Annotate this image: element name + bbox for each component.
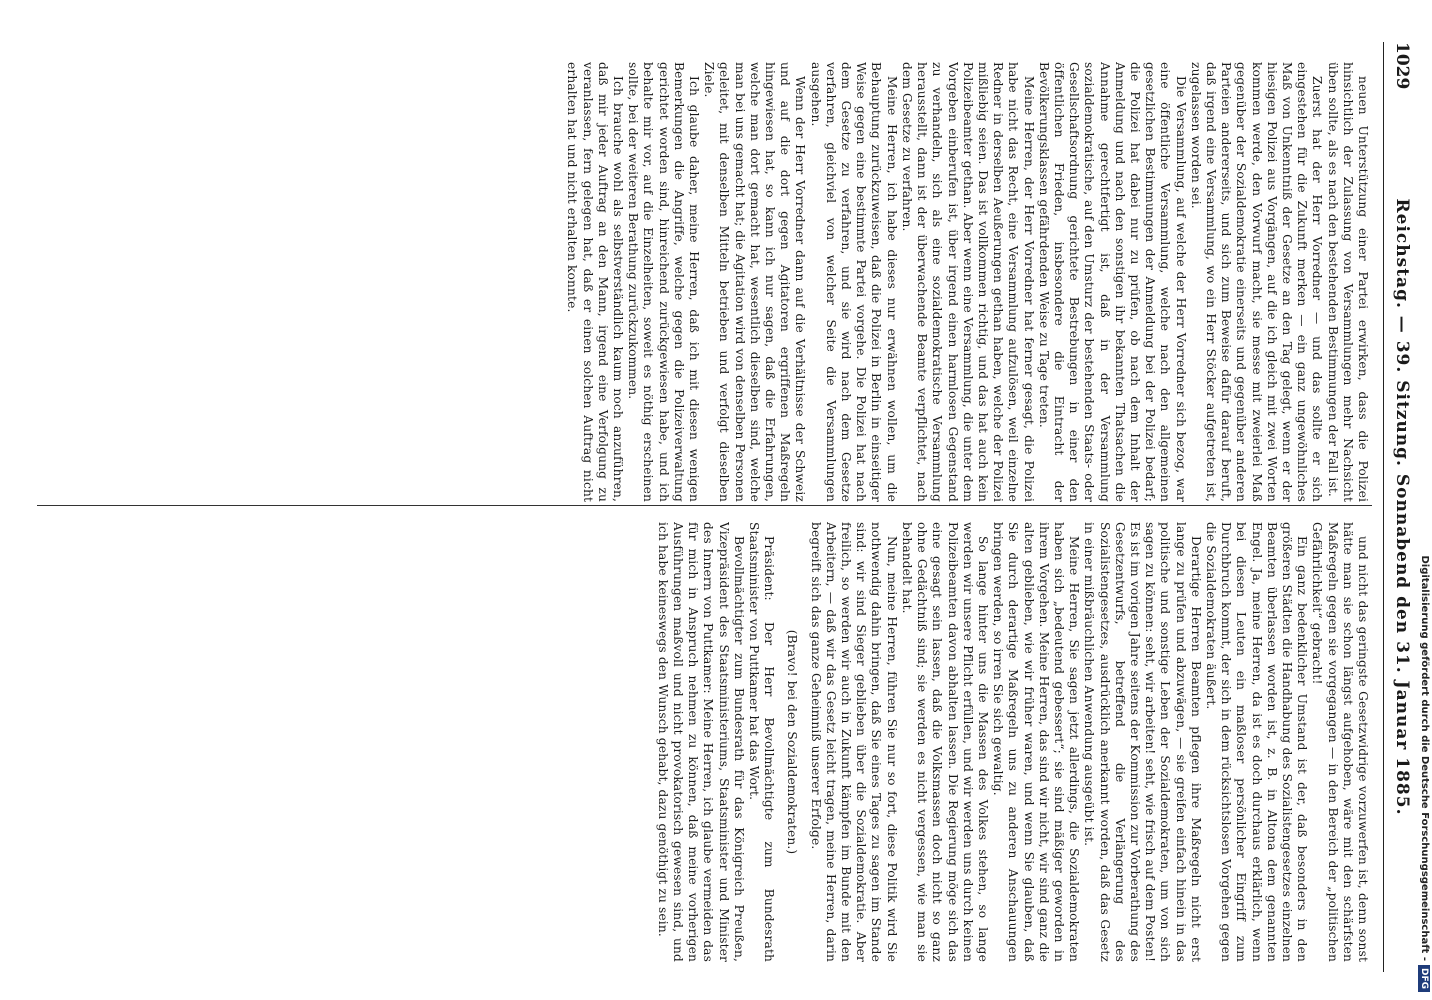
- header-title: Reichstag. — 39. Sitzung. Sonnabend den 31. Januar 1885.: [1392, 198, 1412, 816]
- president-remark: Präsident: Der Herr Bevollmächtigte zum Bundesrath Staatsminister von Puttkamer hat das Wort.: [747, 522, 777, 962]
- paragraph: So lange hinter uns die Massen des Volkes stehen, so lange werden wir unsere Pflicht erfüllen, und wir werden uns durch keinen Polizeibeamten davon abhalten lassen. Die Regierung möge sich das eine gesagt sein lassen, daß die Volksmassen doch nicht so ganz ohne Gedächtniß sind; sie werden es nicht vergessen, wie man sie behandelt hat.: [899, 522, 990, 962]
- paragraph: Derartige Herren Beamten pflegen ihre Maßregeln nicht erst lange zu prüfen und abzuwägen, — sie greifen einfach hinein in das politische und sonstige Leben der Sozialdemokraten, um von sich sagen zu können: seht, wir arbeiten! seht, wie frisch auf dem Posten! Es ist im vorigen Jahre seitens der Kommission zur Vorberathung des Gesetzentwurfs, betreffend die Verlängerung des Sozialistengesetzes, ausdrücklich anerkannt worden, daß das Gesetz in einer mißbräuchlichen Anwendung ausgeübt ist.: [1082, 522, 1203, 962]
- digitization-footer: [1416, 0, 1432, 1000]
- dfg-logo: DFG: [1418, 965, 1430, 992]
- paragraph: Meine Herren, der Herr Vorredner hat ferner gesagt, die Polizei habe nicht das Recht, eine Versammlung aufzulösen, weil einzelne Redner in derselben Aeußerungen gethan haben, welche der Polizei mißliebig seien. Das ist vollkommen richtig, und das hat auch kein Polizeibeamter gethan. Aber wenn eine Versammlung, die unter dem Vorgeben einberufen ist, über irgend einen harmlosen Gegenstand zu verhandeln, sich als eine sozialdemokratische Versammlung herausstellt, dann ist der überwachende Beamte verpflichtet, nach dem Gesetze zu verfahren.: [899, 62, 1036, 502]
- page-number: 1029: [1392, 42, 1412, 90]
- right-text-column: [40, 522, 1370, 962]
- left-text-column: [40, 62, 1370, 502]
- paragraph: neuen Unterstützung einer Partei erwirken, dass die Polizei hinsichtlich der Zulassung von Versammlungen mehr Nachsicht üben sollte, als es nach den bestehenden Bestimmungen der Fall ist.: [1325, 62, 1370, 502]
- footer-text-wrapper: [1416, 0, 1432, 1000]
- paragraph: Meine Herren, ich habe dieses nur erwähnen wollen, um die Behauptung zurückzuweisen, daß die Polizei in Berlin in einseitiger Weise gegen eine bestimmte Partei vorgehe. Die Polizei hat nach dem Gesetze zu verfahren, und sie wird nach dem Gesetze verfahren, gleichviel von welcher Seite die Versammlungen ausgehen.: [808, 62, 899, 502]
- paragraph: Ich brauche wohl als selbstverständlich kaum noch anzuführen, daß mir jeder Auftrag an den Mann, irgend eine Verfolgung zu veranlassen, fern gelegen hat, daß er einen solchen Auftrag nicht erhalten hat und nicht erhalten konnte.: [565, 62, 626, 502]
- footer-credit: Digitalisierung gefördert durch die Deutsche Forschungsgemeinschaft -: [1419, 555, 1430, 961]
- page-header: [1383, 42, 1414, 972]
- paragraph: Ich glaube daher, meine Herren, daß ich mit diesen wenigen Bemerkungen die Angriffe, welche gegen die Polizeiverwaltung gerichtet worden sind, hinreichend zurückgewiesen habe, und ich behalte mir vor, auf die Einzelheiten, soweit es nöthig erscheinen sollte, bei der weiteren Berathung zurückzukommen.: [626, 62, 702, 502]
- paragraph: Die Versammlung, auf welche der Herr Vorredner sich bezog, war eine öffentliche Versammlung, welche nach den allgemeinen gesetzlichen Bestimmungen der Anmeldung bei der Polizei bedarf; die Polizei hat dabei nur zu prüfen, ob nach dem Inhalt der Anmeldung und nach den sonstigen ihr bekannten Thatsachen die Annahme gerechtfertigt ist, daß in der Versammlung sozialdemokratische, auf den Umsturz der bestehenden Staats- oder Gesellschaftsordnung gerichtete Bestrebungen in einer den öffentlichen Frieden, insbesondere die Eintracht der Bevölkerungsklassen gefährdenden Weise zu Tage treten.: [1036, 62, 1188, 502]
- paragraph: Ein ganz bedenklicher Umstand ist der, daß besonders in den größeren Städten die Handhabung des Sozialistengesetzes einzelnen Beamten überlassen worden ist, z. B. in Altona dem genannten Engel. Ja, meine Herren, da ist es doch durchaus erklärlich, wenn bei diesen Leuten ein maßloser persönlicher Eingriff zum Durchbruch kommt, der sich in dem rücksichtslosen Vorgehen gegen die Sozialdemokraten äußert.: [1203, 522, 1310, 962]
- applause-note: (Bravo! bei den Sozialdemokraten.): [785, 629, 800, 855]
- paragraph: Nun, meine Herren, führen Sie nur so fort, diese Politik wird Sie nothwendig dahin bringen, daß Sie eines Tages zu sagen im Stande sind: wir sind Sieger geblieben über die Sozialdemokratie. Aber freilich, so werden wir auch in Zukunft kämpfen im Bunde mit den Arbeitern, — daß wir das Gesetz leicht tragen, meine Herren, darin begreift sich das ganze Geheimniß unserer Erfolge.: [808, 522, 899, 962]
- paragraph: Bevollmächtigter zum Bundesrath für das Königreich Preußen, Vizepräsident des Staatsministeriums, Staatsminister und Minister des Innern von Puttkamer: Meine Herren, ich glaube vermeiden das für mich in Anspruch nehmen zu können, daß meine vorherigen Ausführungen maßvoll und nicht provokatorisch gewesen sind, und ich habe keineswegs den Wunsch gehabt, dazu genöthigt zu sein.: [655, 522, 746, 962]
- paragraph: Meine Herren, Sie sagen jetzt allerdings, die Sozialdemokraten haben sich „bedeutend gebessert“; sie sind mäßiger geworden in ihrem Vorgehen. Meine Herren, das sind wir nicht, wir sind ganz die alten geblieben, wie wir früher waren, und wenn Sie glauben, daß Sie durch derartige Maßregeln uns zu anderen Anschauungen bringen werden, so irren Sie sich gewaltig.: [991, 522, 1082, 962]
- paragraph: Zuerst hat der Herr Vorredner — und das sollte er sich eingestehen für die Zukunft merken — ein ganz ungewöhnliches Maß von Unkenntniß der Gesetze an den Tag gelegt, wenn er der hiesigen Polizei aus Vorgängen, auf die ich gleich mit zwei Worten kommen werde, den Vorwurf macht, sie messe mit zweierlei Maß gegenüber der Sozialdemokratie einerseits und gegenüber anderen Parteien andererseits, und sich zum Beweise dafür darauf beruft, daß irgend eine Versammlung, wo ein Herr Stöcker aufgetreten ist, zugelassen worden sei.: [1188, 62, 1325, 502]
- paragraph: und nicht das geringste Gesetzwidrige vorzuwerfen ist, denn sonst hätte man sie schon längst aufgehoben, wäre mit den schärfsten Maßregeln gegen sie vorgegangen — in den Bereich der „politischen Gefährlichkeit“ gebracht!: [1310, 522, 1370, 962]
- column-divider: [37, 505, 1372, 506]
- paragraph: Wenn der Herr Vorredner dann auf die Verhältnisse der Schweiz und auf die dort gegen Agitatoren ergriffenen Maßregeln hingewiesen hat, so kann ich nur sagen, daß die Erfahrungen, welche man dort gemacht hat, wesentlich dieselben sind, welche man bei uns gemacht hat; die Agitation wird von denselben Personen geleitet, mit denselben Mitteln betrieben und verfolgt dieselben Ziele.: [702, 62, 808, 502]
